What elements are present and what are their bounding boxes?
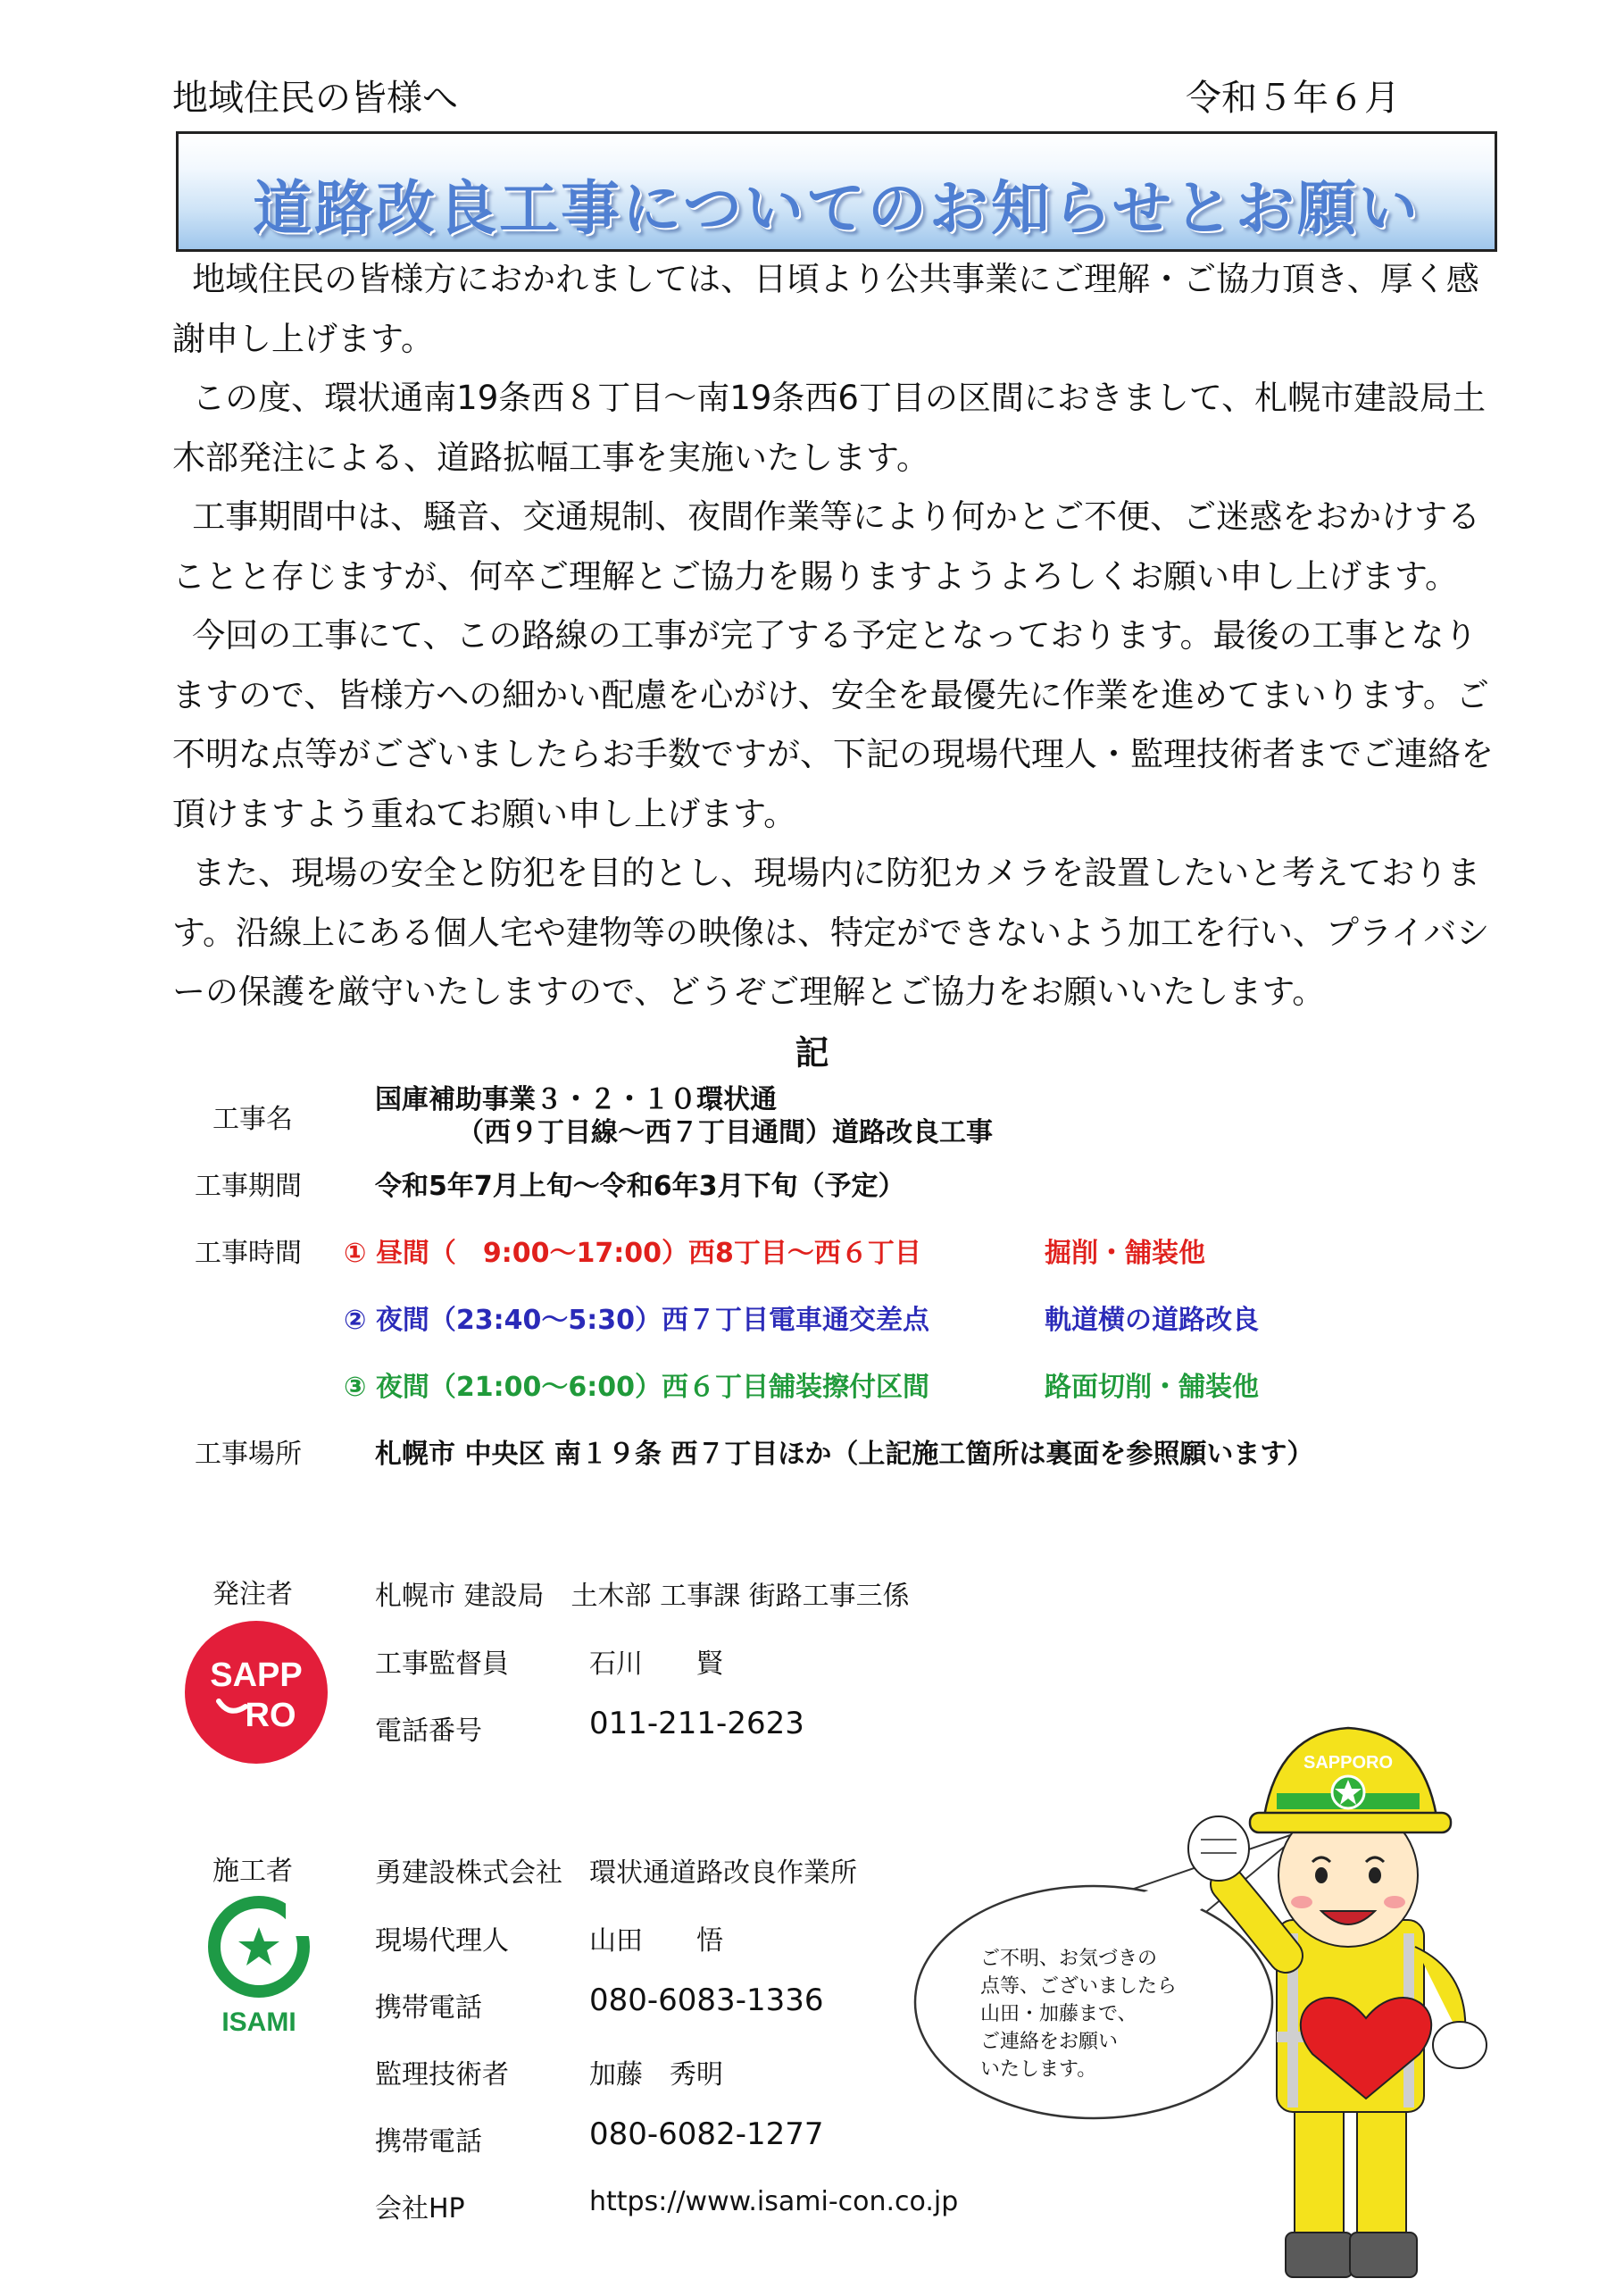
isami-logo: [201, 1891, 317, 2039]
work-name-line2: （西９丁目線～西７丁目通間）道路改良工事: [457, 1117, 993, 1148]
paragraph: 地域住民の皆様方におかれましては、日頃より公共事業にご理解・ご協力頂き、厚く感謝申し上げます。: [172, 260, 1479, 358]
work-name-label: 工事名: [212, 1104, 293, 1135]
work-period-value: 令和5年7月上旬～令和6年3月下旬（予定）: [375, 1171, 905, 1202]
orderer-org: 札幌市 建設局 土木部 工事課 街路工事三係: [375, 1581, 910, 1612]
orderer-phone-value: 011-211-2623: [589, 1706, 804, 1741]
company-hp-link[interactable]: https://www.isami-con.co.jp: [589, 2186, 959, 2217]
company-hp-key: 会社HP: [375, 2193, 465, 2224]
bubble-line: ご不明、お気づきの: [980, 1948, 1158, 1970]
orderer-supervisor-value: 石川 賢: [589, 1648, 723, 1680]
mobile2-key: 携帯電話: [375, 2126, 482, 2158]
contractor-org: 勇建設株式会社 環状通道路改良作業所: [375, 1857, 857, 1889]
bubble-line: 点等、ございましたら: [980, 1975, 1178, 1998]
paragraph: 今回の工事にて、この路線の工事が完了する予定となっております。最後の工事となりますので、皆様方への細かい配慮を心がけ、安全を最優先に作業を進めてまいります。ご不明な点等がございましたらお手数ですが、下記の現場代理人・監理技術者までご連絡を頂けますよう重ねてお願い申し上げます。: [172, 616, 1494, 833]
contractor-label: 施工者: [212, 1856, 293, 1887]
paragraph: この度、環状通南19条西８丁目～南19条西6丁目の区間におきまして、札幌市建設局土木部発注による、道路拡幅工事を実施いたします。: [172, 379, 1487, 477]
orderer-supervisor-key: 工事監督員: [375, 1648, 509, 1680]
mobile1-value: 080-6083-1336: [589, 1982, 824, 2018]
engineer-value: 加藤 秀明: [589, 2059, 723, 2091]
hours-row-night2: ③ 夜間（21:00～6:00）西６丁目舗装擦付区間: [344, 1372, 929, 1403]
title-banner: [176, 131, 1497, 252]
work-place-label: 工事場所: [195, 1439, 302, 1470]
bubble-line: いたします。: [980, 2058, 1097, 2081]
sapporo-logo-text1: SAPP: [210, 1657, 303, 1694]
paragraph: 工事期間中は、騒音、交通規制、夜間作業等により何かとご不便、ご迷惑をおかけすることと存じますが、何卒ご理解とご協力を賜りますようよろしくお願い申し上げます。: [172, 497, 1481, 596]
orderer-phone-key: 電話番号: [375, 1715, 482, 1747]
hours-row-night2-work: 路面切削・舗装他: [1045, 1372, 1259, 1403]
sapporo-logo-text2: RO: [245, 1697, 296, 1734]
paragraph: また、現場の安全と防犯を目的とし、現場内に防犯カメラを設置したいと考えております。沿線上にある個人宅や建物等の映像は、特定ができないよう加工を行い、プライバシーの保護を厳守いたしますので、どうぞご理解とご協力をお願いいたします。: [172, 854, 1490, 1011]
mascot-worker-illustration: [1187, 1679, 1518, 2286]
bubble-line: 山田・加藤まで、: [980, 2003, 1137, 2025]
hours-row-night1-work: 軌道横の道路改良: [1045, 1305, 1259, 1336]
bubble-line: ご連絡をお願い: [980, 2031, 1119, 2053]
orderer-label: 発注者: [212, 1579, 293, 1610]
hours-row-night1: ② 夜間（23:40～5:30）西７丁目電車通交差点: [344, 1305, 929, 1336]
site-agent-value: 山田 悟: [589, 1925, 723, 1957]
work-period-label: 工事期間: [195, 1171, 302, 1202]
hours-row-day-work: 掘削・舗装他: [1045, 1238, 1205, 1269]
hours-row-day: ① 昼間（ 9:00～17:00）西8丁目～西６丁目: [344, 1238, 921, 1269]
mobile2-value: 080-6082-1277: [589, 2116, 824, 2152]
ki-heading: 記: [795, 1033, 829, 1073]
recipient-heading: 地域住民の皆様へ: [172, 78, 458, 119]
work-place-value: 札幌市 中央区 南１９条 西７丁目ほか（上記施工箇所は裏面を参照願います）: [375, 1439, 1314, 1470]
page-title: 道路改良工事についてのお知らせとお願い: [253, 174, 1420, 243]
bubble-message: [980, 1945, 1177, 2083]
sapporo-logo: [183, 1619, 330, 1766]
work-name-line1: 国庫補助事業３・２・１０環状通: [375, 1084, 777, 1115]
isami-logo-text: ISAMI: [221, 2007, 296, 2037]
issue-date: 令和５年６月: [1186, 78, 1400, 119]
work-hours-label: 工事時間: [195, 1238, 302, 1269]
helmet-text: SAPPORO: [1303, 1753, 1394, 1773]
site-agent-key: 現場代理人: [375, 1925, 509, 1957]
body-text: [172, 250, 1503, 1022]
mobile1-key: 携帯電話: [375, 1992, 482, 2024]
engineer-key: 監理技術者: [375, 2059, 509, 2091]
